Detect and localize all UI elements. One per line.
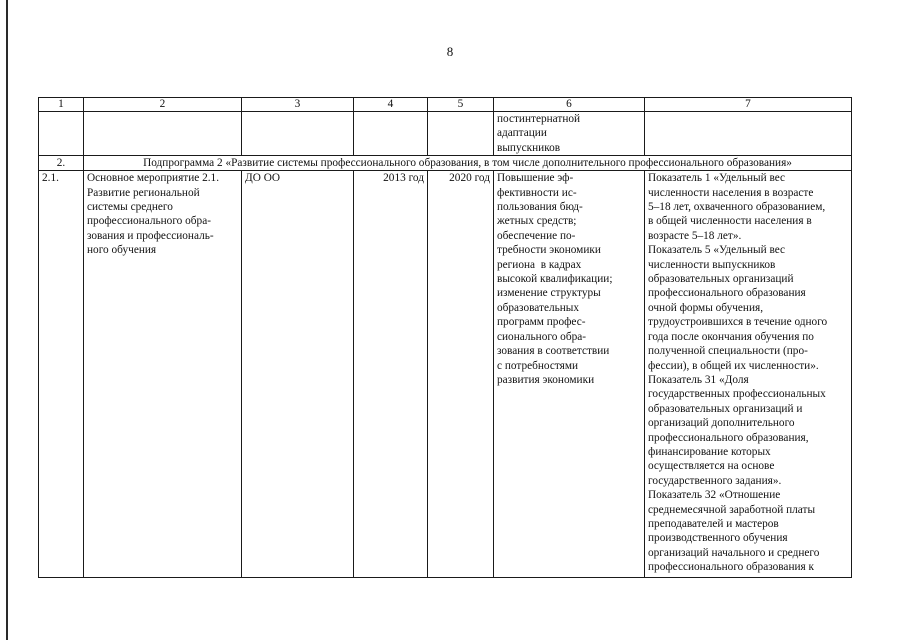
page-number: 8 — [446, 44, 454, 59]
continuation-result-cell: постинтернатной адаптации выпускников — [494, 112, 645, 156]
header-cell: 5 — [428, 98, 494, 112]
scan-left-edge — [6, 0, 8, 640]
header-cell: 2 — [84, 98, 242, 112]
table-cell — [242, 112, 354, 156]
header-cell: 3 — [242, 98, 354, 112]
table-cell — [39, 112, 84, 156]
header-cell: 4 — [354, 98, 428, 112]
section-title: Подпрограмма 2 «Развитие системы профессионального образования, в том числе дополнительного профессионального образования» — [84, 156, 852, 171]
table-cell — [354, 112, 428, 156]
header-cell: 6 — [494, 98, 645, 112]
measure-end-year: 2020 год — [428, 171, 494, 578]
measure-result: Повышение эф- фективности ис- пользования бюд- жетных средств; обеспечение по- требности экономики региона в кадрах высокой квалификации; изменение структуры образовательных программ профес- сионального обра- зования в соответствии с потребностями развития экономики — [494, 171, 645, 578]
section-number: 2. — [39, 156, 84, 171]
measure-executor: ДО ОО — [242, 171, 354, 578]
table-cell — [84, 112, 242, 156]
measure-name: Основное мероприятие 2.1. Развитие региональной системы среднего профессионального обра- зования и профессиональ- ного обучения — [84, 171, 242, 578]
measure-number: 2.1. — [39, 171, 84, 578]
header-cell: 7 — [645, 98, 852, 112]
section-row — [39, 156, 852, 171]
table-cell — [645, 112, 852, 156]
table-cell — [428, 112, 494, 156]
program-table — [38, 97, 852, 578]
measure-start-year: 2013 год — [354, 171, 428, 578]
column-number-row — [39, 98, 852, 112]
measure-indicators: Показатель 1 «Удельный вес численности населения в возрасте 5–18 лет, охваченного образованием, в общей численности населения в возрасте 5–18 лет». Показатель 5 «Удельный вес численности выпускников образовательных организаций профессионального образования очной формы обучения, трудоустроившихся в течение одного года после окончания обучения по полученной специальности (про- фессии), в общей их численности». Показатель 31 «Доля государственных профессиональных образовательных организаций и организаций дополнительного профессионального образования, финансирование которых осуществляется на основе государственного задания». Показатель 32 «Отношение среднемесячной заработной платы преподавателей и мастеров производственного обучения организаций начального и среднего профессионального образования к — [645, 171, 852, 578]
table-row — [39, 171, 852, 578]
header-cell: 1 — [39, 98, 84, 112]
continuation-row — [39, 112, 852, 156]
